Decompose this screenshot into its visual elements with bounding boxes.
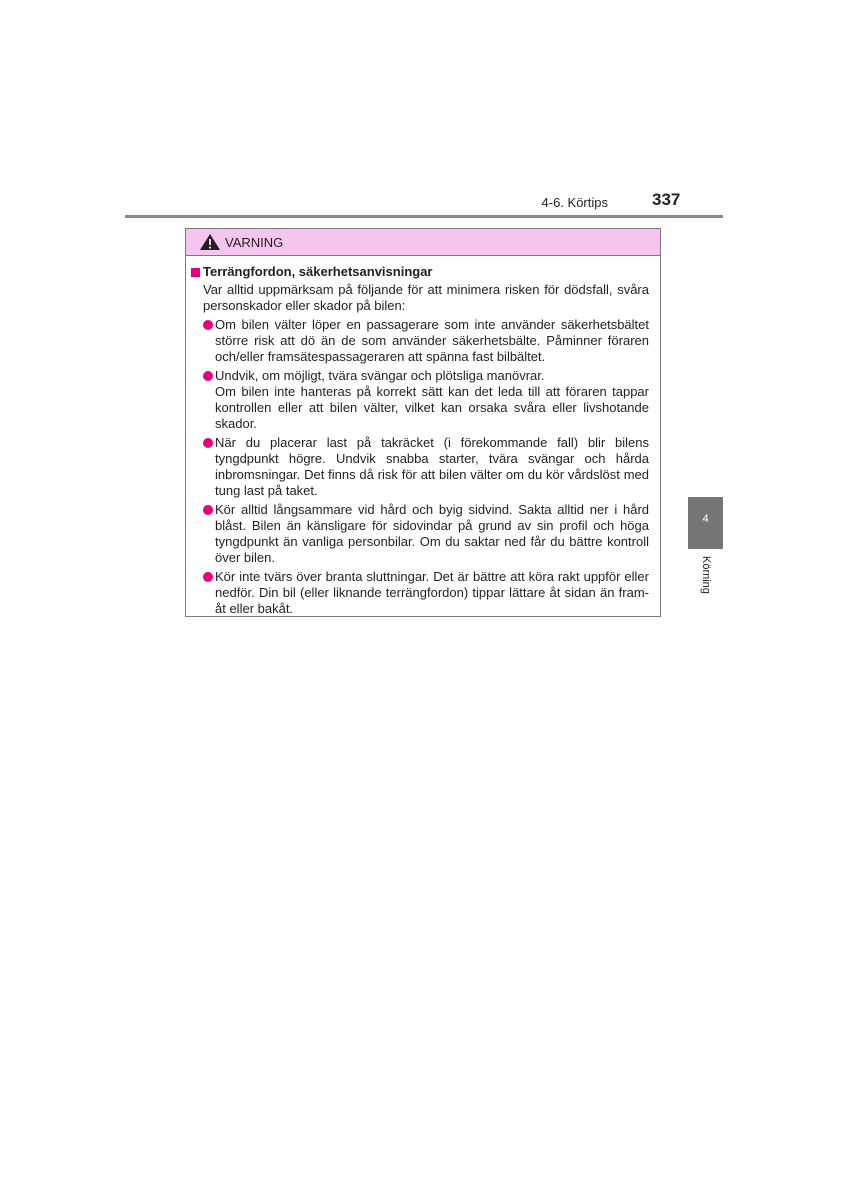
bullet-dot-icon — [203, 438, 213, 448]
warning-triangle-icon — [199, 233, 221, 251]
bullet-list — [191, 317, 655, 617]
list-item-text: När du placerar last på takräcket (i förekommande fall) blir bilens tyngdpunkt högre. Undvik snabba starter, tvära svängar och hårda inbromsningar. Det finns då risk för att bilen välter om du kör vårdslöst med tung last på taket. — [215, 435, 649, 498]
list-item — [203, 569, 649, 617]
list-item — [203, 435, 649, 499]
section-title-text: Terrängfordon, säkerhetsanvisningar — [203, 264, 433, 279]
warning-title: VARNING — [225, 234, 284, 250]
page-number: 337 — [652, 190, 681, 209]
intro-text: Var alltid uppmärksam på följande för att minimera risken för dödsfall, svåra personskador eller skador på bilen: — [203, 282, 649, 313]
bullet-dot-icon — [203, 320, 213, 330]
list-item-text: Undvik, om möjligt, tvära svängar och plötsliga manövrar. — [215, 368, 545, 383]
warning-header — [186, 229, 660, 256]
list-item-text: Om bilen välter löper en passagerare som inte använder säkerhetsbältet större risk att dö än de som använder säkerhetsbälte. Påminner föraren och/eller framsätespassageraren att spänna fast bilbältet. — [215, 317, 649, 364]
list-item — [203, 502, 649, 566]
section-title — [191, 264, 655, 280]
list-item-text: Kör inte tvärs över branta sluttningar. Det är bättre att köra rakt uppför eller nedför. Din bil (eller liknande terrängfordon) tippar lättare åt sidan än fram-åt eller bakåt. — [215, 569, 649, 616]
square-bullet-icon — [191, 268, 200, 277]
list-item-text: Kör alltid långsammare vid hård och byig sidvind. Sakta alltid ner i hård blåst. Bilen än känsligare för sidovindar på grund av sin profil och höga tyngdpunkt än vanliga personbilar. Om du saktar ned får du bättre kontroll över bilen. — [215, 502, 649, 565]
bullet-dot-icon — [203, 572, 213, 582]
section-header: 4-6. Körtips — [541, 195, 608, 210]
warning-body — [186, 256, 660, 617]
chapter-tab: 4 — [688, 497, 723, 549]
bullet-dot-icon — [203, 505, 213, 515]
warning-box — [185, 228, 661, 617]
chapter-label: Körning — [700, 556, 712, 594]
bullet-dot-icon — [203, 371, 213, 381]
header-divider — [125, 215, 723, 218]
list-item — [203, 368, 649, 432]
list-item — [203, 317, 649, 365]
list-item-extra-text: Om bilen inte hanteras på korrekt sätt kan det leda till att föraren tappar kontrollen eller att bilen välter, vilket kan orsaka svåra eller livshotande skador. — [215, 384, 649, 431]
